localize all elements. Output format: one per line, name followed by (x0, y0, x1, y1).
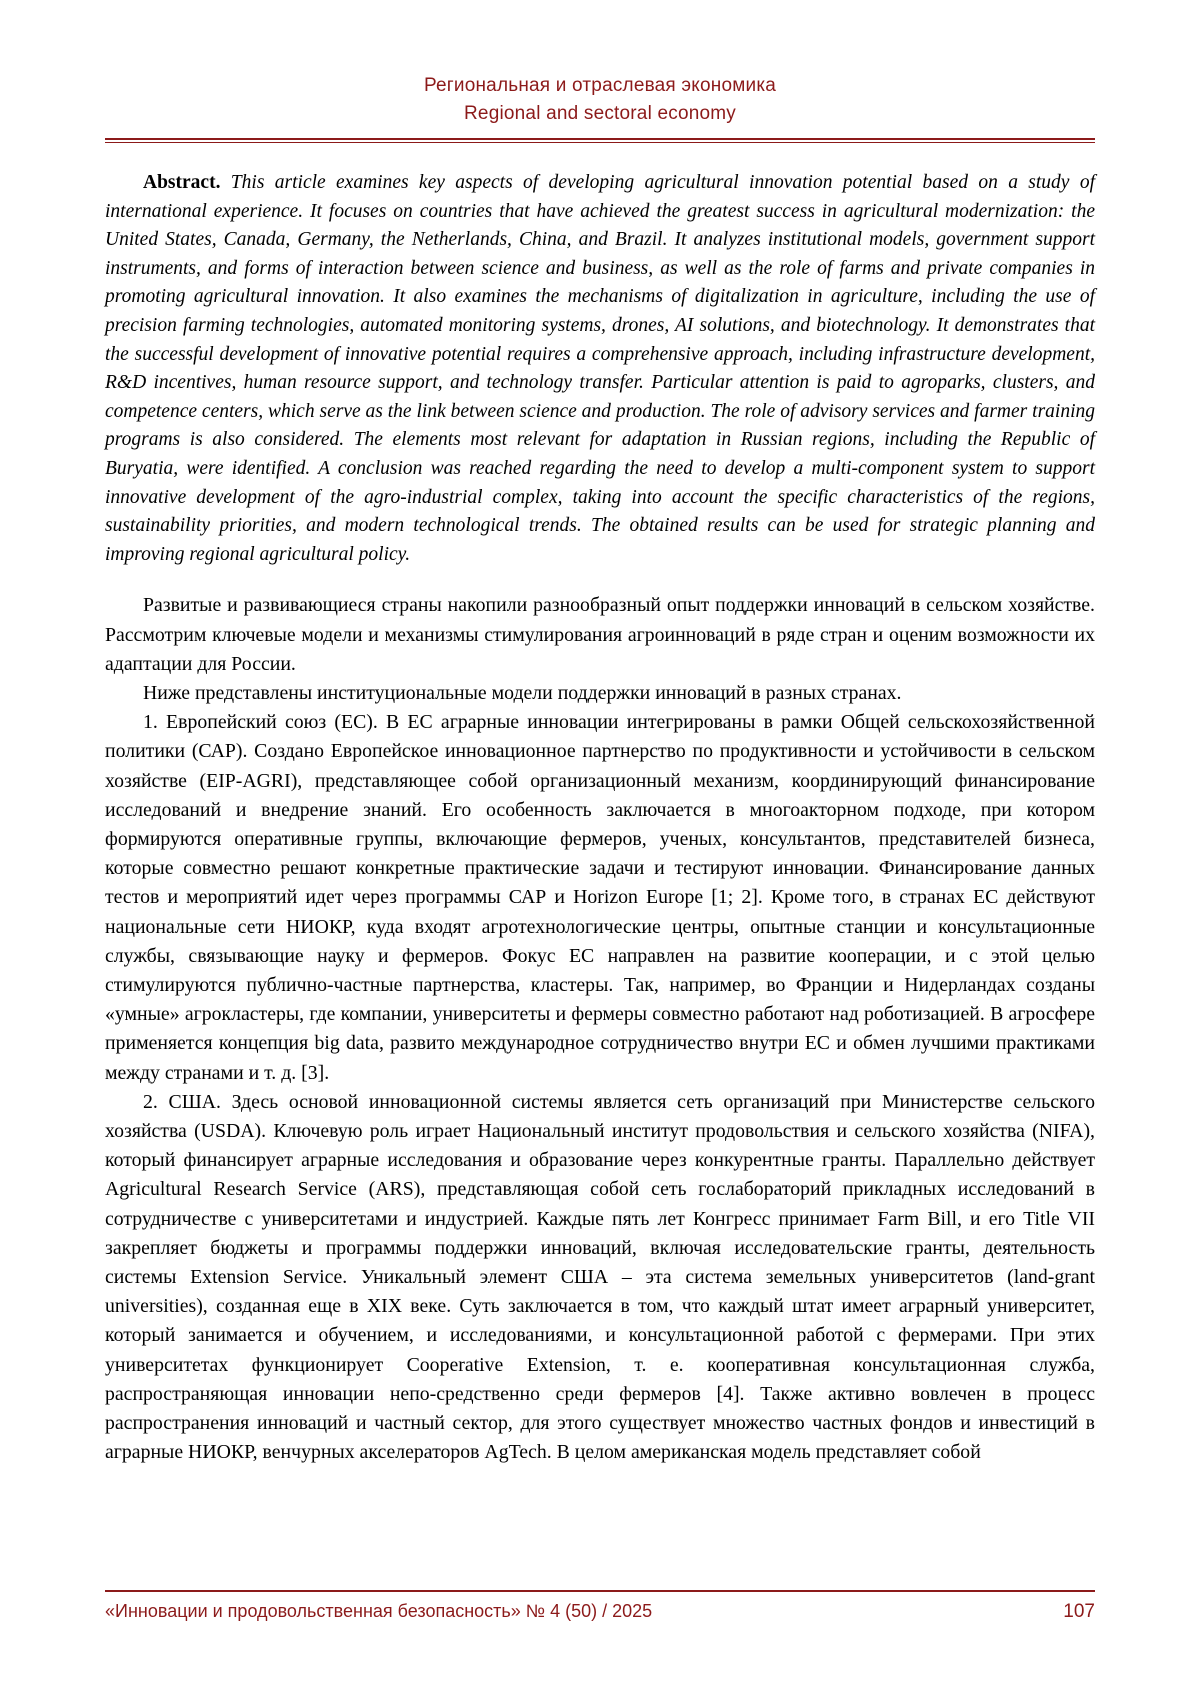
section-spacer (105, 569, 1095, 591)
page-footer (105, 1590, 1095, 1623)
footer-row (105, 1592, 1095, 1623)
page-header (0, 0, 1200, 128)
abstract-paragraph (105, 169, 1095, 569)
abstract-text: This article examines key aspects of developing agricultural innovation potential based on a study of international experience. It focuses on countries that have achieved the greatest success in agricultural modernization: the United States, Canada, Germany, the Netherlands, China, and Brazil. It analyzes institutional models, government support instruments, and forms of interaction between science and business, as well as the role of farms and private companies in promoting agricultural innovation. It also examines the mechanisms of digitalization in agriculture, including the use of precision farming technologies, automated monitoring systems, drones, AI solutions, and biotechnology. It demonstrates that the successful development of innovative potential requires a comprehensive approach, including infrastructure development, R&D incentives, human resource support, and technology transfer. Particular attention is paid to agroparks, clusters, and competence centers, which serve as the link between science and production. The role of advisory services and farmer training programs is also considered. The elements most relevant for adaptation in Russian regions, including the Republic of Buryatia, were identified. A conclusion was reached regarding the need to develop a multi-component system to support innovative development of the agro-industrial complex, taking into account the specific characteristics of the regions, sustainability priorities, and modern technological trends. The obtained results can be used for strategic planning and improving regional agricultural policy. (105, 172, 1095, 565)
body-paragraph-2: Ниже представлены институциональные модели поддержки инноваций в разных странах. (143, 681, 902, 704)
body-paragraph-3: 1. Европейский союз (ЕС). В ЕС аграрные инновации интегрированы в рамки Общей сельскохозяйственной политики (САР). Создано Европейское инновационное партнерство по продуктивности и устойчивости в сельском хозяйстве (EIP-AGRI), представляющее собой организационный механизм, координирующий финансирование исследований и внедрение знаний. Его особенность заключается в многоакторном подходе, при котором формируются оперативные группы, включающие фермеров, ученых, консультантов, представителей бизнеса, которые совместно решают конкретные практические задачи и тестируют инновации. Финансирование данных тестов и мероприятий идет через программы САР и Horizon Europe [1; 2]. Кроме того, в странах ЕС действуют национальные сети НИОКР, куда входят агротехнологические центры, опытные станции и консультационные службы, связывающие науку и фермеров. Фокус ЕС направлен на развитие кооперации, и с этой целью стимулируются публично-частные партнерства, кластеры. Так, например, во Франции и Нидерландах созданы «умные» агрокластеры, где компании, университеты и фермеры совместно работают над роботизацией. В агросфере применяется концепция big data, развито международное сотрудничество внутри ЕС и обмен лучшими практиками между странами и т. д. [3]. (105, 711, 1095, 1084)
footer-journal-title: «Инновации и продовольственная безопасность» № 4 (50) / 2025 (105, 1601, 653, 1621)
header-title-ru: Региональная и отраслевая экономика (423, 75, 777, 96)
body-paragraph-1: Развитые и развивающиеся страны накопили разнообразный опыт поддержки инноваций в сельском хозяйстве. Рассмотрим ключевые модели и механизмы стимулирования агроинноваций в ряде стран и оценим возможности их адаптации для России. (105, 594, 1095, 675)
abstract-block (105, 169, 1095, 569)
body-block (105, 591, 1095, 1467)
page-content (105, 143, 1095, 1467)
header-rule-thick (105, 138, 1095, 140)
header-title-en: Regional and sectoral economy (464, 103, 736, 124)
body-paragraph-4: 2. США. Здесь основой инновационной системы является сеть организаций при Министерстве сельского хозяйства (USDA). Ключевую роль играет Национальный институт продовольствия и сельского хозяйства (NIFA), который финансирует аграрные исследования и образование через конкурентные гранты. Параллельно действует Agricultural Research Service (ARS), представляющая собой сеть гослабораторий прикладных исследований в сотрудничестве с университетами и индустрией. Каждые пять лет Конгресс принимает Farm Bill, и его Title VII закрепляет бюджеты и программы поддержки инноваций, включая исследовательские гранты, деятельность системы Extension Service. Уникальный элемент США – эта система земельных университетов (land-grant universities), созданная еще в XIX веке. Суть заключается в том, что каждый штат имеет аграрный университет, который занимается и обучением, и исследованиями, и консультационной работой с фермерами. При этих университетах функционирует Cooperative Extension, т. е. кооперативная консультационная служба, распространяющая инновации непо-средственно среди фермеров [4]. Также активно вовлечен в процесс распространения инноваций и частный сектор, для этого существует множество частных фондов и инвестиций в аграрные НИОКР, венчурных акселераторов AgTech. В целом американская модель представляет собой (105, 1090, 1095, 1464)
abstract-label: Abstract. (143, 172, 221, 193)
footer-page-number: 107 (1063, 1601, 1095, 1622)
